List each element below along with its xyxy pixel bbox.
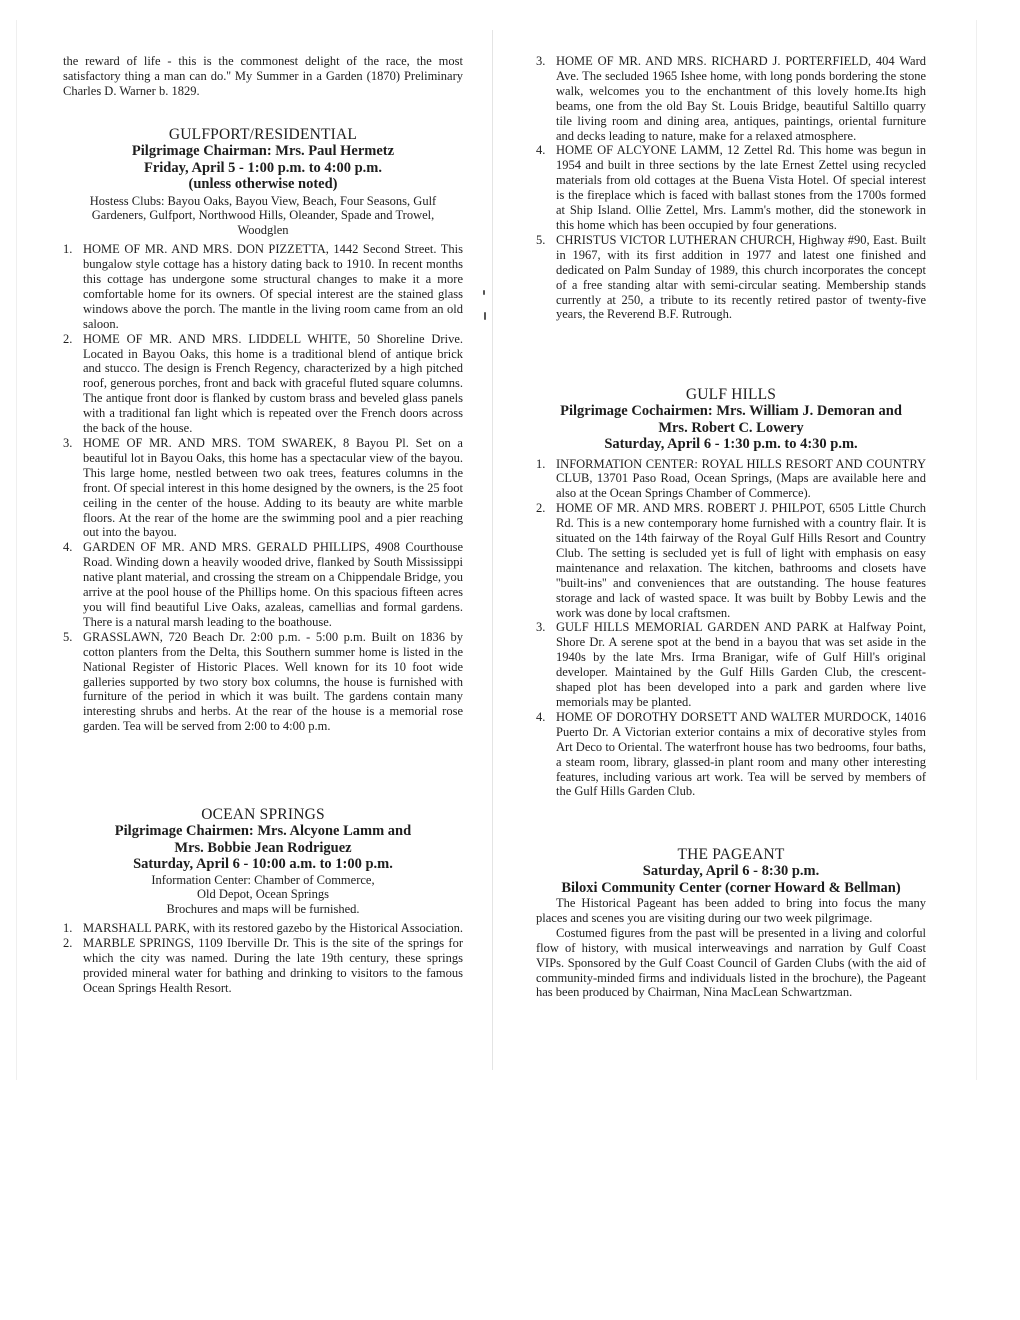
page-edge-right [976, 20, 977, 1080]
item-number: 5. [536, 232, 546, 247]
item-number: 4. [536, 709, 546, 724]
list-item [63, 332, 463, 436]
section-chair: Pilgrimage Chairmen: Mrs. Alcyone Lamm and [114, 823, 412, 839]
section-place: Biloxi Community Center (corner Howard & Bellman) [561, 879, 901, 896]
section-date: Saturday, April 6 - 8:30 p.m. [642, 863, 820, 879]
item-text: MARBLE SPRINGS, 1109 Iberville Dr. This is the site of the springs for which the city was named. During the late 19th century, these springs provided mineral water for bathing and drinking to visitors to the famous Ocean Springs Health Resort. [83, 936, 463, 995]
list-item [536, 54, 926, 143]
item-number: 2. [63, 331, 73, 346]
item-text: CHRISTUS VICTOR LUTHERAN CHURCH, Highway #90, East. Built in 1967, with its first addition in 1977 and latest one finished and dedicated on Palm Sunday of 1989, this church incorporates the concept of a free standing altar with semi-circular seating. Membership stands currently at 250, a tribute to its recently retired pastor of twenty-five years, the Reverend B.F. Rutrough. [556, 232, 926, 322]
item-number: 1. [63, 242, 73, 257]
item-number: 2. [63, 936, 73, 951]
item-text: HOME OF MR. AND MRS. DON PIZZETTA, 1442 Second Street. This bungalow style cottage has a history dating back to 1910. In recent months this cottage has undergone some structural changes to make it a more comfortable home for its owners. Of special interest are the stained glass windows above the porch. The mantle in the living room came from an old saloon. [83, 242, 463, 331]
section-title: OCEAN SPRINGS [201, 806, 325, 823]
list-item [536, 710, 926, 799]
gulf-hills-list [536, 457, 926, 800]
hostess-clubs: Hostess Clubs: Bayou Oaks, Bayou View, Beach, Four Seasons, Gulf Gardeners, Gulfport, Northwood Hills, Oleander, Spade and Trowel, Woodglen [89, 193, 437, 238]
list-item [536, 457, 926, 502]
item-number: 4. [536, 143, 546, 158]
info-center: Brochures and maps will be furnished. [166, 902, 360, 917]
pageant-paragraph: The Historical Pageant has been added to bring into focus the many places and scenes you are visiting during our two week pilgrimage. [536, 896, 926, 925]
item-number: 3. [536, 54, 546, 68]
list-item [63, 921, 463, 936]
item-number: 1. [63, 921, 73, 936]
item-number: 4. [63, 540, 73, 555]
section-title: GULF HILLS [685, 386, 777, 403]
section-chair: Pilgrimage Chairman: Mrs. Paul Hermetz [131, 143, 395, 159]
list-item [63, 630, 463, 734]
item-number: 3. [63, 436, 73, 450]
item-number: 3. [536, 620, 546, 635]
item-text: GARDEN OF MR. AND MRS. GERALD PHILLIPS, 4908 Courthouse Road. Winding down a heavily wooded drive, flanked by South Mississippi native plant material, and crossing the stream on a Chippendale Bridge, you arrive at the pool house of the Phillips home. On this spacious fifteen acres you will find beautiful Live Oaks, azaleas, camellias and formal gardens. There is a natural marsh leading to the boathouse. [83, 540, 463, 629]
ocean-list [63, 921, 463, 996]
item-text: MARSHALL PARK, with its restored gazebo by the Historical Association. [83, 921, 463, 936]
item-text: INFORMATION CENTER: ROYAL HILLS RESORT AND COUNTRY CLUB, 13701 Paso Road, Ocean Springs, (Maps are available here and also at the Ocean Springs Chamber of Commerce). [556, 456, 926, 501]
item-text: GULF HILLS MEMORIAL GARDEN AND PARK at Halfway Point, Shore Dr. A serene spot at the bend in a bayou that was set aside in the 1940s by the late Mrs. Irma Branigar, wife of Gulf Hill's original developer. Maintained by the Gulf Hills Garden Club, the crescent-shaped plot has been developed into a park and garden where live memorials may be planted. [556, 620, 926, 709]
ocean-springs-section [63, 806, 463, 996]
list-item [536, 620, 926, 709]
list-item [536, 501, 926, 620]
scan-speck [483, 290, 485, 295]
info-center: Old Depot, Ocean Springs [197, 887, 329, 902]
list-item [63, 436, 463, 540]
section-chair: Mrs. Robert C. Lowery [658, 419, 804, 436]
info-center: Information Center: Chamber of Commerce, [151, 872, 375, 887]
ocean-list-continued [536, 54, 926, 322]
item-number: 1. [536, 456, 546, 471]
list-item [536, 143, 926, 232]
list-item [63, 242, 463, 331]
item-number: 5. [63, 629, 73, 644]
section-title: THE PAGEANT [677, 846, 785, 863]
item-text: HOME OF MR. AND MRS. LIDDELL WHITE, 50 Shoreline Drive. Located in Bayou Oaks, this home is a traditional blend of antique brick and stucco. The design is French Regency, characterized by a high pitched roof, generous porches, front and back with graceful fluted square columns. The antique front door is flanked by custom brass and beveled glass panels with a traditional fan light which is repeated over the French doors across the back of the house. [83, 331, 463, 436]
section-date: Saturday, April 6 - 10:00 a.m. to 1:00 p.m. [133, 856, 393, 872]
intro-quote: the reward of life - this is the commonest delight of the race, the most satisfactory thing a man can do.'' My Summer in a Garden (1870) Preliminary Charles D. Warner b. 1829. [63, 54, 463, 98]
gulf-hills-section [536, 386, 926, 799]
list-item [63, 936, 463, 996]
item-text: GRASSLAWN, 720 Beach Dr. 2:00 p.m. - 5:00 p.m. Built on 1836 by cotton planters from the Delta, this Southern summer home is listed in the National Register of Historic Places. Well known for its 10 foot wide galleries supported by two story box columns, the house is furnished with furniture of the period in which it was built. The gardens contain many interesting shrubs and herbs. At the rear of the house is a memorial rose garden. Tea will be served from 2:00 to 4:00 p.m. [83, 629, 463, 734]
item-text: HOME OF MR. AND MRS. TOM SWAREK, 8 Bayou Pl. Set on a beautiful lot in Bayou Oaks, this home has a spectacular view of the bayou. This large home, nestled between two oak trees, features columns in the front. Of special interest in this home designed by the owners, is the 25 foot ceiling in the center of the house. Adding to its beauty are white marble floors. At the rear of the home are the swimming pool and a pier reaching out into the bayou. [83, 436, 463, 540]
section-date: Saturday, April 6 - 1:30 p.m. to 4:30 p.m. [604, 436, 858, 452]
item-number: 2. [536, 501, 546, 516]
section-date: Friday, April 5 - 1:00 p.m. to 4:00 p.m. [143, 159, 383, 176]
scan-speck [484, 312, 486, 320]
item-text: HOME OF ALCYONE LAMM, 12 Zettel Rd. This home was begun in 1954 and built in three sections by the late Ernest Zettel using recycled materials from old cottages at the Buena Vista Hotel. Of special interest is the fireplace which is faced with ballast stones from the 1700s formed at Ship Island. Ollie Zettel, Mrs. Lamm's mother, did the stonework in this home which has been occupied by four generations. [556, 143, 926, 232]
item-text: HOME OF MR. AND MRS. RICHARD J. PORTERFIELD, 404 Ward Ave. The secluded 1965 Ishee home, with long ponds bordering the stone walk, welcomes you to the enchantment of this lovely home.Its high beams, one from the old Bay St. Louis Bridge, beautiful Saltillo quarry tile living room and dining area, antiques, paintings, oriental furniture and decks leading to nature, make for a relaxed atmosphere. [556, 54, 926, 143]
pageant-section [536, 846, 926, 1000]
list-item [536, 233, 926, 322]
gulfport-list [63, 242, 463, 734]
page-edge-left [16, 20, 17, 1080]
center-fold [492, 30, 493, 1070]
item-text: HOME OF DOROTHY DORSETT AND WALTER MURDOCK, 14016 Puerto Dr. A Victorian exterior contains a mix of decorative styles from Art Deco to Oriental. The waterfront house has two bedrooms, four baths, a steam room, library, glassed-in plant room and many other interesting features, including various art work. Tea will be served by members of the Gulf Hills Garden Club. [556, 709, 926, 799]
section-chair: Pilgrimage Cochairmen: Mrs. William J. Demoran and [560, 403, 902, 419]
gulfport-section [63, 126, 463, 734]
list-item [63, 540, 463, 629]
section-title: GULFPORT/RESIDENTIAL [168, 126, 358, 143]
item-text: HOME OF MR. AND MRS. ROBERT J. PHILPOT, 6505 Little Church Rd. This is a new contemporary home furnished with a country flair. It is situated on the 14th fairway of the Royal Gulf Hills Resort and Country Club. The setting is secluded yet is full of light with emphasis on easy maintenance and relaxation. The kitchen, bathrooms and closets have ''built-ins'' and conveniences that are outstanding. The house features storage and lack of wasted space. It was built by Bobby Lewis and the work was done by local craftsmen. [556, 501, 926, 620]
section-note: (unless otherwise noted) [188, 176, 338, 192]
pageant-paragraph: Costumed figures from the past will be presented in a living and colorful flow of history, with musical interweavings and narration by Gulf Coast VIPs. Sponsored by the Gulf Coast Council of Garden Clubs (with the aid of community-minded firms and individuals listed in the brochure), the Pageant has been produced by Chairman, Nina MacLean Schwartzman. [536, 925, 926, 1000]
section-chair: Mrs. Bobbie Jean Rodriguez [174, 839, 352, 856]
